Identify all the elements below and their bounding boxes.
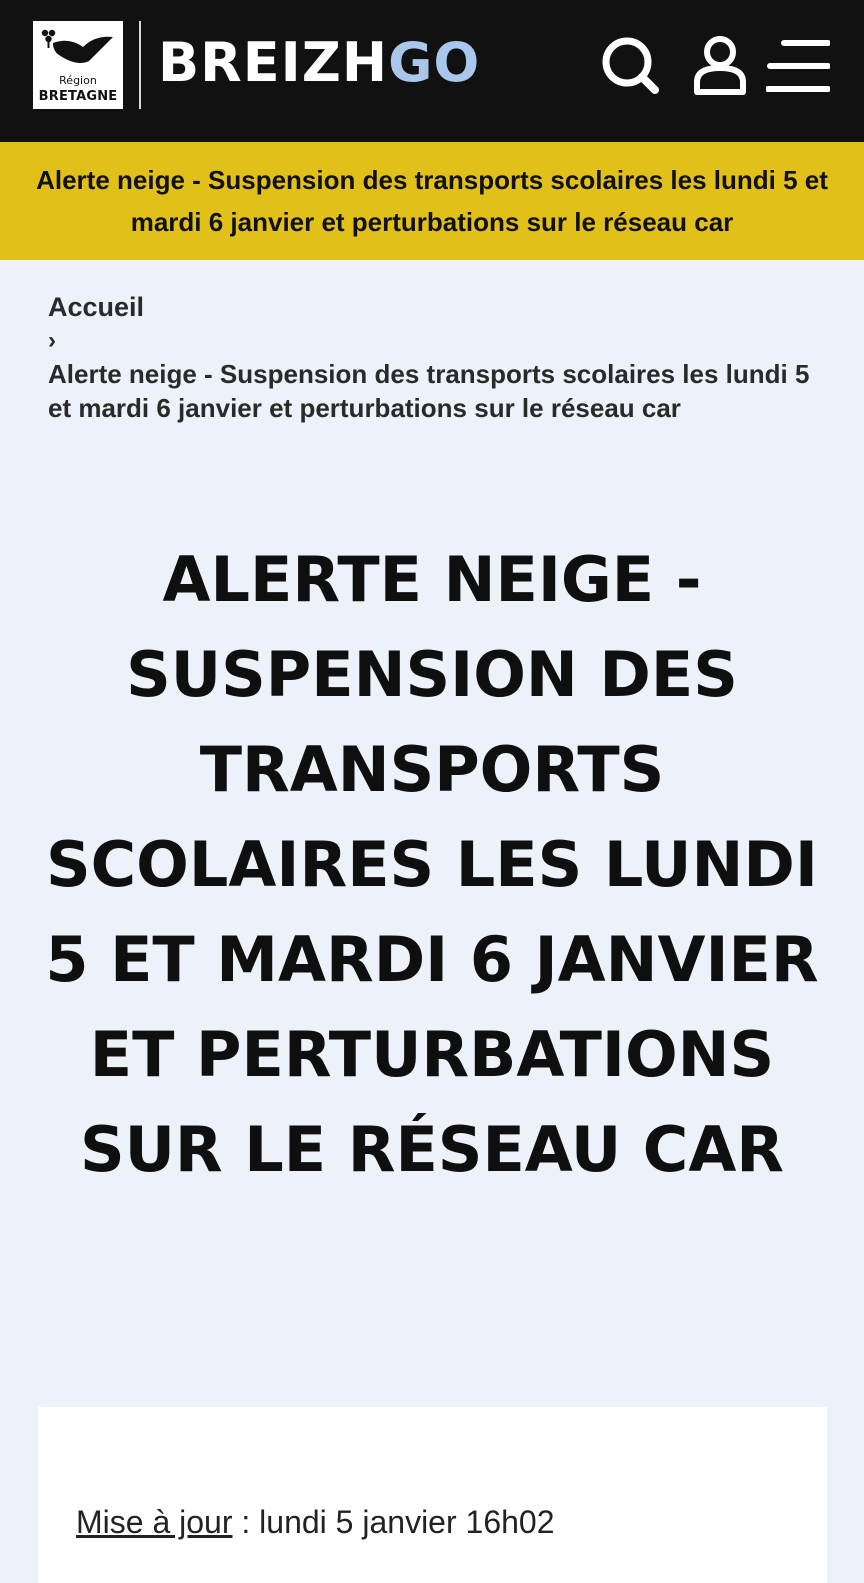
update-value: : lundi 5 janvier 16h02 — [232, 1504, 555, 1540]
search-icon — [600, 34, 664, 98]
alert-banner[interactable] — [0, 142, 864, 260]
menu-icon — [766, 34, 830, 98]
ermine-bird-icon — [39, 27, 117, 73]
account-button[interactable] — [688, 34, 752, 98]
region-bretagne-logo[interactable] — [33, 21, 123, 109]
brand-part-2: GO — [388, 31, 481, 94]
page-title: ALERTE NEIGE - SUSPENSION DES TRANSPORTS SCOLAIRES LES LUNDI 5 ET MARDI 6 JANVIER ET PERTURBATIONS SUR LE RÉSEAU CAR — [45, 543, 819, 1186]
content-card — [38, 1407, 827, 1583]
breadcrumb-current: Alerte neige - Suspension des transports scolaires les lundi 5 et mardi 6 janvier et perturbations sur le réseau car — [48, 359, 810, 423]
breadcrumb-separator-icon: › — [48, 327, 56, 354]
brand-part-1: BREIZH — [158, 31, 389, 94]
breizhgo-logo[interactable] — [158, 28, 480, 98]
logo-region-small-text: Région — [59, 74, 97, 87]
account-icon — [688, 34, 752, 98]
update-info — [76, 1502, 555, 1542]
breadcrumb — [48, 290, 818, 425]
site-header — [0, 0, 864, 142]
breadcrumb-home-link[interactable]: Accueil — [48, 292, 145, 322]
logo-divider — [139, 21, 141, 109]
logo-region-big-text: BRETAGNE — [38, 89, 118, 104]
alert-banner-text[interactable]: Alerte neige - Suspension des transports scolaires les lundi 5 et mardi 6 janvier et perturbations sur le réseau car — [36, 165, 828, 237]
menu-button[interactable] — [766, 34, 830, 98]
search-button[interactable] — [600, 34, 664, 98]
update-label-link[interactable]: Mise à jour — [76, 1504, 233, 1540]
